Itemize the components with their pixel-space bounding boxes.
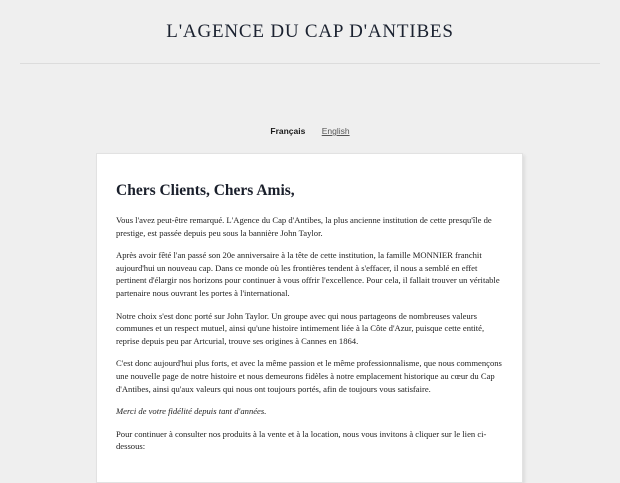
lang-english-link[interactable]: English [321, 126, 350, 136]
language-switcher [0, 126, 620, 136]
letter-paragraph-2: Après avoir fêté l'an passé son 20e anniversaire à la tête de cette institution, la famille MONNIER franchit aujourd'hui un nouveau cap. Dans ce monde où les frontières tendent à s'effacer, il nous a semblé en effet pertinent d'élargir nos horizons pour continuer à vous offrir l'excellence. Pour cela, il fallait trouver un véritable partenaire nous ouvrant les portes à l'international. [116, 250, 500, 298]
letter-paragraph-4: C'est donc aujourd'hui plus forts, et avec la même passion et le même professionnalisme, que nous commençons une nouvelle page de notre histoire et nous demeurons fidèles à notre emplacement historique au cœur du Cap d'Antibes, ainsi qu'aux valeurs qui nous ont toujours portés, afin de toujours vous satisfaire. [116, 358, 502, 394]
letter-greeting: Chers Clients, Chers Amis, [116, 182, 295, 199]
letter-paragraph-1: Vous l'avez peut-être remarqué. L'Agence du Cap d'Antibes, la plus ancienne institution de cette presqu'île de prestige, est passée depuis peu sous la bannière John Taylor. [116, 215, 492, 238]
letter-card [96, 153, 523, 483]
letter-paragraph-3: Notre choix s'est donc porté sur John Taylor. Un groupe avec qui nous partageons de nombreuses valeurs communes et un respect mutuel, ainsi qu'une histoire intimement liée à la Côte d'Azur, puisque cette entité, reprise depuis peu par Artcurial, trouve ses origines à Cannes en 1864. [116, 310, 485, 346]
lang-francais-link[interactable]: Français [270, 126, 306, 136]
letter-thanks: Merci de votre fidélité depuis tant d'années. [116, 406, 267, 417]
site-title: L'AGENCE DU CAP D'ANTIBES [166, 21, 454, 42]
site-header [20, 0, 600, 64]
letter-paragraph-cta: Pour continuer à consulter nos produits à la vente et à la location, nous vous invitons à cliquer sur le lien ci-dessous: [116, 428, 487, 452]
